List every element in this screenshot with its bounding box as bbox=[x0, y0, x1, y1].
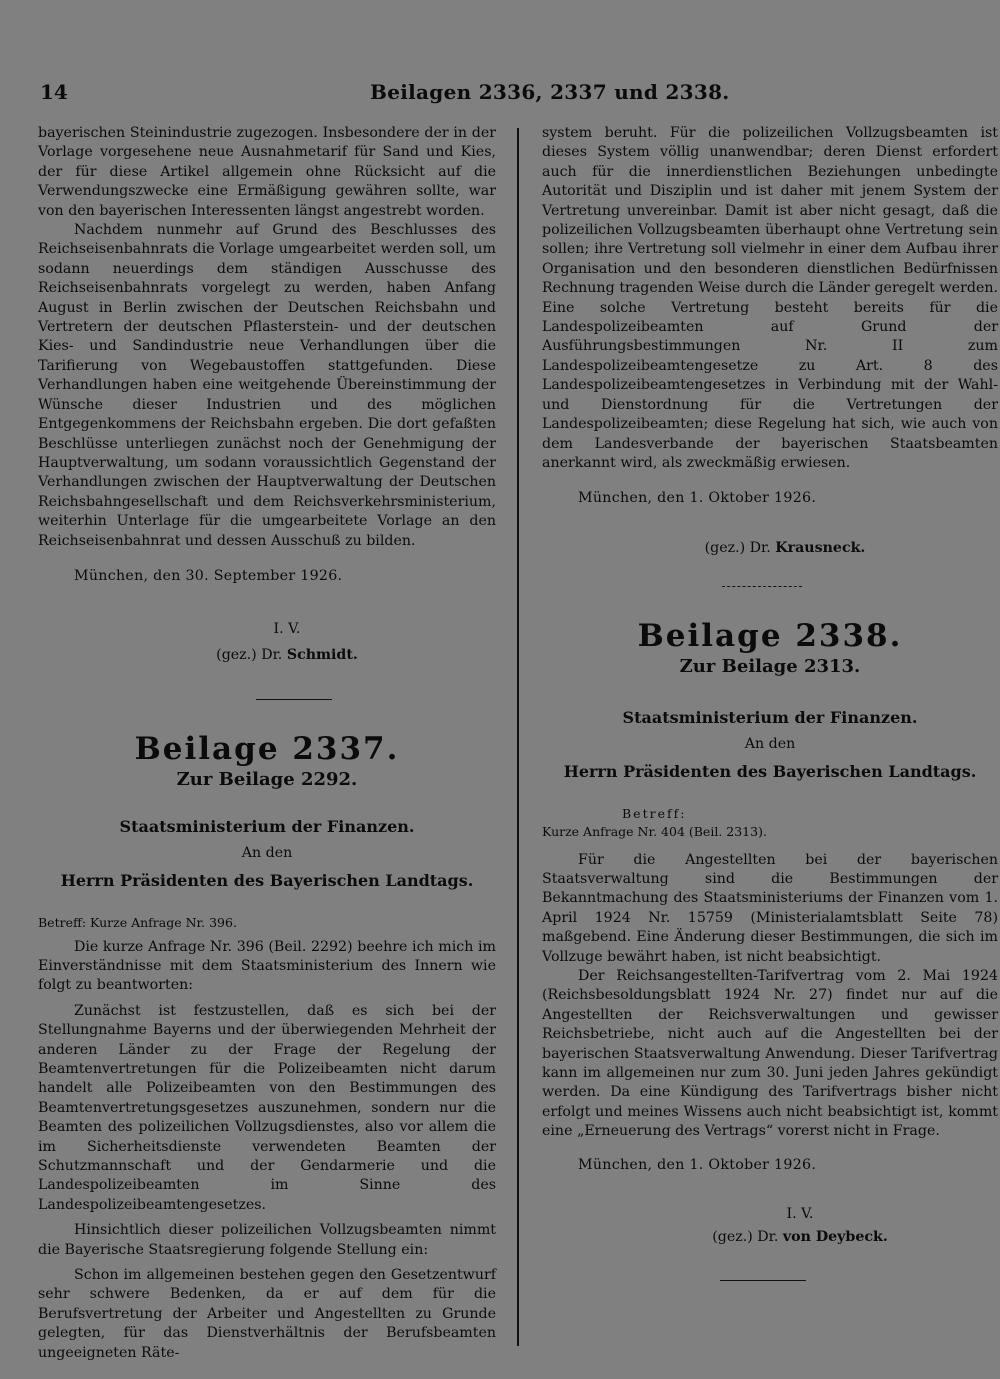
signature bbox=[38, 646, 496, 665]
left-column bbox=[38, 124, 496, 1363]
paragraph: Schon im allgemeinen bestehen gegen den Gesetzentwurf sehr schwere Bedenken, da er auf dem für die Berufsvertretung der Arbeiter und Angestellten zu Grunde gelegten, für das Dienstverhältnis der Berufsbeamten ungeeigneten Räte- bbox=[38, 1267, 496, 1361]
signature-prefix: (gez.) Dr. bbox=[704, 539, 771, 556]
section-rule bbox=[720, 1280, 806, 1281]
an-den: An den bbox=[241, 845, 293, 862]
beilage-title: Beilage 2337. bbox=[134, 731, 400, 768]
beilage-title: Beilage 2338. bbox=[637, 618, 903, 655]
signature bbox=[542, 1228, 998, 1247]
ministry-heading: Staatsministerium der Finanzen. bbox=[622, 708, 918, 728]
paragraph: system beruht. Für die polizeilichen Vollzugsbeamten ist dieses System völlig unanwendbar; deren Dienst erfordert auch für die innerdienstlichen Beziehungen unbedingte Autorität und Disziplin und ist daher mit jenem System der Vertretung unvereinbar. Damit ist aber nicht gesagt, daß die polizeilichen Vollzugsbeamten überhaupt ohne Vertretung sein sollen; ihre Vertretung soll vielmehr in einer dem Aufbau ihrer Organisation und den besonderen dienstlichen Bedürfnissen Rechnung tragenden Weise durch die Länder geregelt werden. Eine solche Vertretung besteht bereits für die Landespolizeibeamten auf Grund der Ausführungsbestimmungen Nr. II zum Landespolizeibeamtengesetze zu Art. 8 des Landespolizeibeamtengesetzes in Verbindung mit der Wahl- und Dienstordnung für die Vertretungen der Landespolizeibeamten; diese Regelung hat sich, wie auch von dem Landesverbande der bayerischen Staatsbeamten anerkannt wird, als zweckmäßig erwiesen. bbox=[542, 125, 998, 471]
paragraph: Der Reichsangestellten-Tarifvertrag vom 2. Mai 1924 (Reichsbesoldungsblatt 1924 Nr. 27) findet nur auf die Angestellten der Reichsverwaltungen und gewisser Reichsbetriebe, nicht auch auf die Angestellten bei der bayerischen Staatsverwaltung Anwendung. Dieser Tarifvertrag kann im allgemeinen nur zum 30. Juni jeden Jahres gekündigt werden. Da eine Kündigung des Tarifvertrags bisher nicht erfolgt und meines Wissens auch nicht beabsichtigt ist, kommt eine „Erneuerung des Vertrags“ vorerst nicht in Frage. bbox=[542, 967, 998, 1140]
paragraph: Die kurze Anfrage Nr. 396 (Beil. 2292) beehre ich mich im Einverständnisse mit dem Staatsministerium des Innern wie folgt zu beantworten: bbox=[38, 938, 496, 994]
paragraph: Hinsichtlich dieser polizeilichen Vollzugsbeamten nimmt die Bayerische Staatsregierung folgende Stellung ein: bbox=[38, 1222, 496, 1258]
section-rule bbox=[722, 586, 802, 587]
dateline: München, den 1. Oktober 1926. bbox=[578, 490, 817, 507]
signature-iv: I. V. bbox=[273, 621, 301, 638]
signature-prefix: (gez.) Dr. bbox=[216, 646, 283, 663]
betreff-label: Betreff: bbox=[622, 805, 687, 821]
signature-prefix: (gez.) Dr. bbox=[712, 1229, 779, 1246]
paragraph: bayerischen Steinindustrie zugezogen. Insbesondere der in der Vorlage vorgesehene neue Ausnahmetarif für Sand und Kies, der für diese Artikel allgemein ohne Rücksicht auf die Verwendungszwecke eine Ermäßigung gewähren sollte, war von den bayerischen Interessenten längst angestrebt worden. bbox=[38, 125, 496, 219]
paragraph: Für die Angestellten bei der bayerischen Staatsverwaltung sind die Bestimmungen der Bekanntmachung des Staatsministeriums der Finanzen vom 1. April 1924 Nr. 15759 (Ministerialamtsblatt Seite 78) maßgebend. Eine Änderung dieser Bestimmungen, die sich im Vollzuge bewährt haben, ist nicht beabsichtigt. bbox=[542, 851, 998, 965]
signature-name: von Deybeck. bbox=[782, 1229, 888, 1246]
signature-name: Schmidt. bbox=[286, 646, 358, 663]
addressee: Herrn Präsidenten des Bayerischen Landtags. bbox=[563, 761, 977, 781]
running-title: Beilagen 2336, 2337 und 2338. bbox=[370, 80, 730, 104]
page-number: 14 bbox=[40, 80, 68, 104]
signature-name: Krausneck. bbox=[775, 539, 866, 556]
signature bbox=[542, 539, 998, 558]
paragraph: Zunächst ist festzustellen, daß es sich bei der Stellungnahme Bayerns und der überwiegenden Mehrheit der anderen Länder zu der Frage der Regelung der Beamtenvertretungen für die Polizeibeamten nicht darum handelt alle Polizeibeamten von den Bestimmungen des Beamtenvertretungsgesetzes auszunehmen, sondern nur die Beamten des polizeilichen Vollzugsdienstes, also vor allem die im Sicherheitsdienste verwendeten Beamten der Schutzmannschaft und der Gendarmerie und die Landespolizeibeamten im Sinne des Landespolizeibeamtengesetzes. bbox=[38, 1002, 496, 1213]
an-den: An den bbox=[744, 736, 796, 753]
signature-iv: I. V. bbox=[786, 1206, 814, 1223]
betreff-text: Kurze Anfrage Nr. 404 (Beil. 2313). bbox=[542, 823, 767, 839]
beilage-subtitle: Zur Beilage 2292. bbox=[176, 769, 358, 791]
betreff: Betreff: Kurze Anfrage Nr. 396. bbox=[38, 914, 237, 930]
section-rule bbox=[256, 699, 332, 700]
ministry-heading: Staatsministerium der Finanzen. bbox=[119, 817, 415, 837]
right-column bbox=[542, 124, 998, 1281]
addressee: Herrn Präsidenten des Bayerischen Landtags. bbox=[60, 870, 474, 890]
beilage-subtitle: Zur Beilage 2313. bbox=[679, 656, 861, 678]
column-divider bbox=[517, 128, 519, 1346]
dateline: München, den 30. September 1926. bbox=[74, 567, 343, 584]
paragraph: Nachdem nunmehr auf Grund des Beschlusses des Reichseisenbahnrats die Vorlage umgearbeitet werden soll, um sodann neuerdings dem ständigen Ausschusse des Reichseisenbahnrats vorgelegt zu werden, haben Anfang August in Berlin zwischen der Deutschen Reichsbahn und Vertretern der deutschen Pflasterstein- und der deutschen Kies- und Sandindustrie neue Verhandlungen über die Tarifierung von Wegebaustoffen stattgefunden. Diese Verhandlungen haben eine weitgehende Übereinstimmung der Wünsche dieser Industrien und des möglichen Entgegenkommens der Reichsbahn ergeben. Die dort gefaßten Beschlüsse unterliegen zunächst noch der Genehmigung der Hauptverwaltung, um sodann voraussichtlich Gegenstand der Verhandlungen zwischen der Hauptverwaltung der Deutschen Reichsbahngesellschaft und dem Reichsverkehrsministerium, weiterhin Unterlage für die umgearbeitete Vorlage an den Reichseisenbahnrat und dessen Ausschuß zu bilden. bbox=[38, 222, 496, 549]
dateline: München, den 1. Oktober 1926. bbox=[578, 1156, 817, 1173]
